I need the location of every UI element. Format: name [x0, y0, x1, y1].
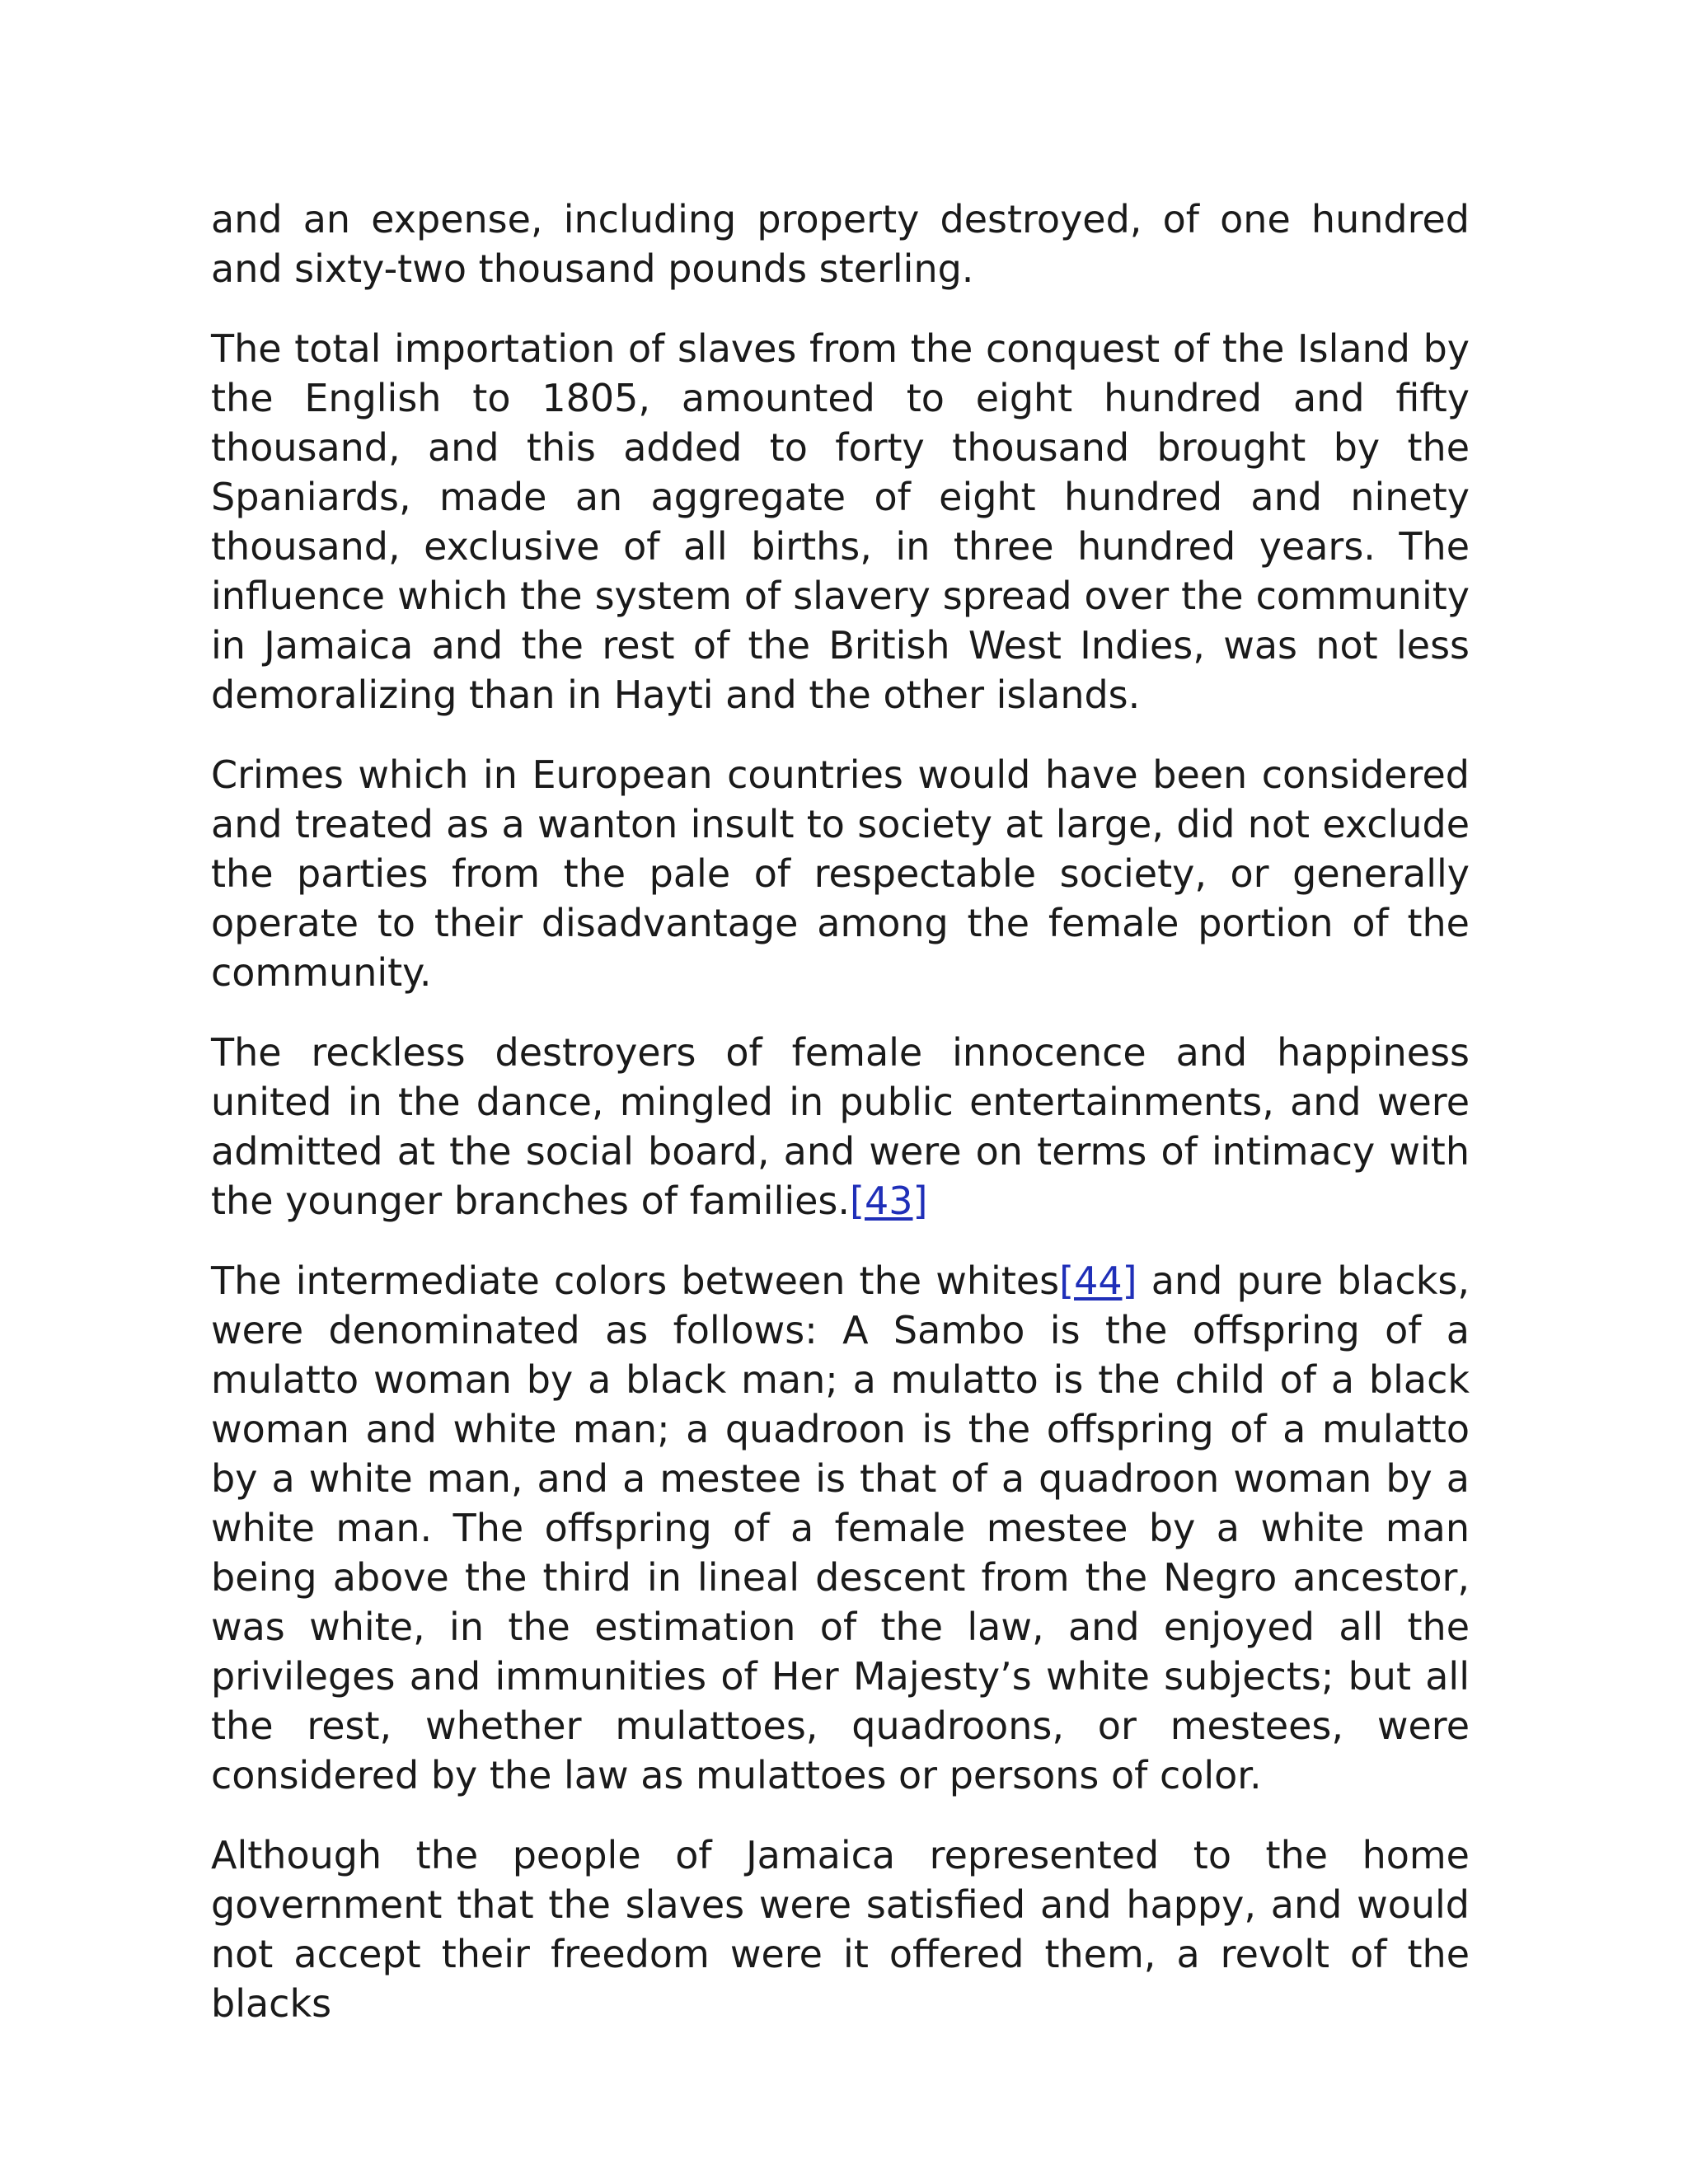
paragraph-3 [211, 750, 1470, 997]
paragraph-text-after: and pure blacks, were denominated as follows: A Sambo is the offspring of a mulatto woman by a black man; a mulatto is the child of a black woman and white man; a quadroon is the offspring of a mulatto by a white man, and a mestee is that of a quadroon woman by a white man. The offspring of a female mestee by a white man being above the third in lineal descent from the Negro ancestor, was white, in the estimation of the law, and enjoyed all the privileges and immunities of Her Majesty’s white subjects; but all the rest, whether mulattoes, quadroons, or mestees, were considered by the law as mulattoes or persons of color. [211, 1258, 1470, 1797]
paragraph-text: Crimes which in European countries would have been considered and treated as a wanton insult to society at large, did not exclude the parties from the pale of respectable society, or generally operate to their disadvantage among the female portion of the community. [211, 752, 1470, 995]
paragraph-text: The reckless destroyers of female innocence and happiness united in the dance, mingled in public entertainments, and were admitted at the social board, and were on terms of intimacy with the younger branches of families. [211, 1030, 1470, 1223]
document-page [211, 194, 1470, 2028]
paragraph-text: The total importation of slaves from the conquest of the Island by the English to 1805, amounted to eight hundred and fifty thousand, and this added to forty thousand brought by the Spaniards, made an aggregate of eight hundred and ninety thousand, exclusive of all births, in three hundred years. The influence which the system of slavery spread over the community in Jamaica and the rest of the British West Indies, was not less demoralizing than in Hayti and the other islands. [211, 326, 1470, 717]
footnote-link-44[interactable]: [44] [1059, 1258, 1137, 1303]
paragraph-text: and an expense, including property destroyed, of one hundred and sixty-two thousand pounds sterling. [211, 197, 1470, 291]
paragraph-1 [211, 194, 1470, 293]
paragraph-5 [211, 1256, 1470, 1800]
paragraph-text: Although the people of Jamaica represented to the home government that the slaves were satisfied and happy, and would not accept their freedom were it offered them, a revolt of the blacks [211, 1833, 1470, 2026]
paragraph-text-before: The intermediate colors between the whites [211, 1258, 1060, 1303]
paragraph-2 [211, 324, 1470, 719]
paragraph-6 [211, 1830, 1470, 2028]
footnote-link-43[interactable]: [43] [850, 1179, 928, 1223]
paragraph-4 [211, 1028, 1470, 1226]
